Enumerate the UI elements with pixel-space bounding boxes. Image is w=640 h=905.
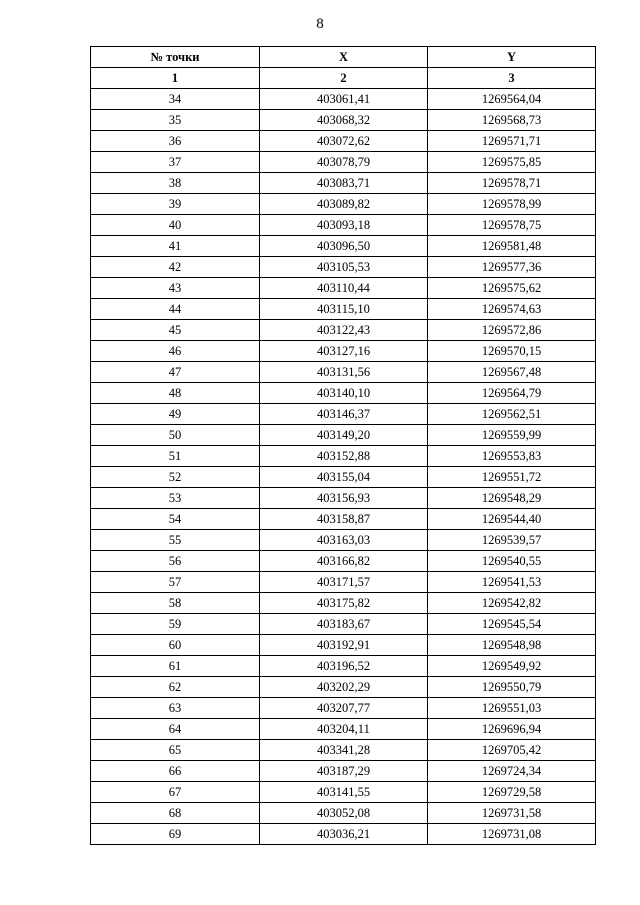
cell-y: 1269705,42 — [428, 740, 596, 761]
table-row — [91, 257, 596, 278]
header-x: X — [260, 47, 428, 68]
cell-y: 1269550,79 — [428, 677, 596, 698]
table-row — [91, 551, 596, 572]
cell-x: 403175,82 — [260, 593, 428, 614]
table-row — [91, 698, 596, 719]
cell-point-number: 46 — [91, 341, 260, 362]
cell-point-number: 54 — [91, 509, 260, 530]
header-y: Y — [428, 47, 596, 68]
cell-x: 403141,55 — [260, 782, 428, 803]
cell-x: 403152,88 — [260, 446, 428, 467]
cell-y: 1269539,57 — [428, 530, 596, 551]
cell-y: 1269575,62 — [428, 278, 596, 299]
cell-point-number: 60 — [91, 635, 260, 656]
cell-y: 1269572,86 — [428, 320, 596, 341]
cell-point-number: 44 — [91, 299, 260, 320]
cell-y: 1269578,99 — [428, 194, 596, 215]
table-row — [91, 215, 596, 236]
cell-y: 1269577,36 — [428, 257, 596, 278]
table-row — [91, 593, 596, 614]
cell-y: 1269551,72 — [428, 467, 596, 488]
cell-x: 403110,44 — [260, 278, 428, 299]
cell-x: 403093,18 — [260, 215, 428, 236]
cell-x: 403202,29 — [260, 677, 428, 698]
cell-point-number: 53 — [91, 488, 260, 509]
cell-y: 1269541,53 — [428, 572, 596, 593]
cell-point-number: 50 — [91, 425, 260, 446]
table-row — [91, 320, 596, 341]
cell-x: 403149,20 — [260, 425, 428, 446]
cell-x: 403105,53 — [260, 257, 428, 278]
table-row — [91, 719, 596, 740]
cell-x: 403061,41 — [260, 89, 428, 110]
cell-y: 1269574,63 — [428, 299, 596, 320]
cell-x: 403196,52 — [260, 656, 428, 677]
cell-x: 403122,43 — [260, 320, 428, 341]
table-body — [91, 89, 596, 845]
table-row — [91, 404, 596, 425]
cell-point-number: 62 — [91, 677, 260, 698]
cell-point-number: 64 — [91, 719, 260, 740]
table-row — [91, 173, 596, 194]
column-number-3: 3 — [428, 68, 596, 89]
cell-point-number: 36 — [91, 131, 260, 152]
cell-point-number: 58 — [91, 593, 260, 614]
cell-y: 1269568,73 — [428, 110, 596, 131]
table-row — [91, 467, 596, 488]
cell-x: 403078,79 — [260, 152, 428, 173]
cell-y: 1269578,71 — [428, 173, 596, 194]
table-row — [91, 236, 596, 257]
cell-point-number: 66 — [91, 761, 260, 782]
cell-x: 403183,67 — [260, 614, 428, 635]
cell-point-number: 37 — [91, 152, 260, 173]
cell-y: 1269559,99 — [428, 425, 596, 446]
cell-y: 1269567,48 — [428, 362, 596, 383]
cell-x: 403207,77 — [260, 698, 428, 719]
cell-y: 1269731,08 — [428, 824, 596, 845]
table-row — [91, 740, 596, 761]
cell-y: 1269549,92 — [428, 656, 596, 677]
cell-y: 1269562,51 — [428, 404, 596, 425]
header-row — [91, 47, 596, 68]
cell-x: 403089,82 — [260, 194, 428, 215]
table-row — [91, 341, 596, 362]
cell-point-number: 49 — [91, 404, 260, 425]
table-row — [91, 614, 596, 635]
cell-y: 1269696,94 — [428, 719, 596, 740]
cell-point-number: 47 — [91, 362, 260, 383]
cell-y: 1269548,29 — [428, 488, 596, 509]
cell-y: 1269575,85 — [428, 152, 596, 173]
cell-x: 403068,32 — [260, 110, 428, 131]
column-number-1: 1 — [91, 68, 260, 89]
cell-x: 403127,16 — [260, 341, 428, 362]
cell-x: 403072,62 — [260, 131, 428, 152]
cell-x: 403146,37 — [260, 404, 428, 425]
table-row — [91, 572, 596, 593]
cell-point-number: 56 — [91, 551, 260, 572]
cell-point-number: 39 — [91, 194, 260, 215]
cell-point-number: 55 — [91, 530, 260, 551]
cell-point-number: 48 — [91, 383, 260, 404]
cell-point-number: 61 — [91, 656, 260, 677]
column-number-row — [91, 68, 596, 89]
cell-y: 1269729,58 — [428, 782, 596, 803]
table-row — [91, 824, 596, 845]
cell-point-number: 40 — [91, 215, 260, 236]
table-row — [91, 89, 596, 110]
cell-x: 403155,04 — [260, 467, 428, 488]
cell-point-number: 41 — [91, 236, 260, 257]
cell-point-number: 45 — [91, 320, 260, 341]
coordinates-table — [90, 46, 596, 845]
cell-x: 403096,50 — [260, 236, 428, 257]
cell-x: 403163,03 — [260, 530, 428, 551]
table-row — [91, 152, 596, 173]
cell-y: 1269542,82 — [428, 593, 596, 614]
cell-point-number: 57 — [91, 572, 260, 593]
column-number-2: 2 — [260, 68, 428, 89]
table-row — [91, 425, 596, 446]
cell-x: 403341,28 — [260, 740, 428, 761]
cell-y: 1269544,40 — [428, 509, 596, 530]
table-row — [91, 530, 596, 551]
table-row — [91, 488, 596, 509]
cell-x: 403192,91 — [260, 635, 428, 656]
cell-point-number: 69 — [91, 824, 260, 845]
cell-y: 1269548,98 — [428, 635, 596, 656]
table-row — [91, 278, 596, 299]
cell-x: 403131,56 — [260, 362, 428, 383]
cell-y: 1269731,58 — [428, 803, 596, 824]
table-row — [91, 803, 596, 824]
table-row — [91, 383, 596, 404]
table-row — [91, 446, 596, 467]
table-row — [91, 509, 596, 530]
cell-y: 1269564,04 — [428, 89, 596, 110]
cell-x: 403052,08 — [260, 803, 428, 824]
cell-x: 403187,29 — [260, 761, 428, 782]
cell-y: 1269578,75 — [428, 215, 596, 236]
cell-point-number: 68 — [91, 803, 260, 824]
cell-x: 403171,57 — [260, 572, 428, 593]
table-row — [91, 194, 596, 215]
table-row — [91, 782, 596, 803]
table-row — [91, 761, 596, 782]
header-point-number: № точки — [91, 47, 260, 68]
cell-y: 1269571,71 — [428, 131, 596, 152]
cell-y: 1269570,15 — [428, 341, 596, 362]
cell-x: 403166,82 — [260, 551, 428, 572]
cell-point-number: 67 — [91, 782, 260, 803]
table-row — [91, 656, 596, 677]
cell-y: 1269545,54 — [428, 614, 596, 635]
cell-point-number: 43 — [91, 278, 260, 299]
table-row — [91, 110, 596, 131]
cell-point-number: 42 — [91, 257, 260, 278]
cell-x: 403204,11 — [260, 719, 428, 740]
table-row — [91, 131, 596, 152]
cell-point-number: 35 — [91, 110, 260, 131]
cell-point-number: 38 — [91, 173, 260, 194]
cell-x: 403115,10 — [260, 299, 428, 320]
cell-x: 403083,71 — [260, 173, 428, 194]
cell-point-number: 63 — [91, 698, 260, 719]
table-row — [91, 635, 596, 656]
cell-x: 403036,21 — [260, 824, 428, 845]
cell-point-number: 34 — [91, 89, 260, 110]
table-row — [91, 299, 596, 320]
cell-y: 1269581,48 — [428, 236, 596, 257]
table-row — [91, 677, 596, 698]
cell-x: 403158,87 — [260, 509, 428, 530]
cell-point-number: 65 — [91, 740, 260, 761]
cell-y: 1269564,79 — [428, 383, 596, 404]
table-header — [91, 47, 596, 89]
cell-x: 403156,93 — [260, 488, 428, 509]
page-number: 8 — [316, 16, 324, 32]
cell-point-number: 51 — [91, 446, 260, 467]
table-row — [91, 362, 596, 383]
cell-y: 1269553,83 — [428, 446, 596, 467]
cell-point-number: 59 — [91, 614, 260, 635]
cell-point-number: 52 — [91, 467, 260, 488]
cell-y: 1269540,55 — [428, 551, 596, 572]
cell-x: 403140,10 — [260, 383, 428, 404]
cell-y: 1269724,34 — [428, 761, 596, 782]
cell-y: 1269551,03 — [428, 698, 596, 719]
